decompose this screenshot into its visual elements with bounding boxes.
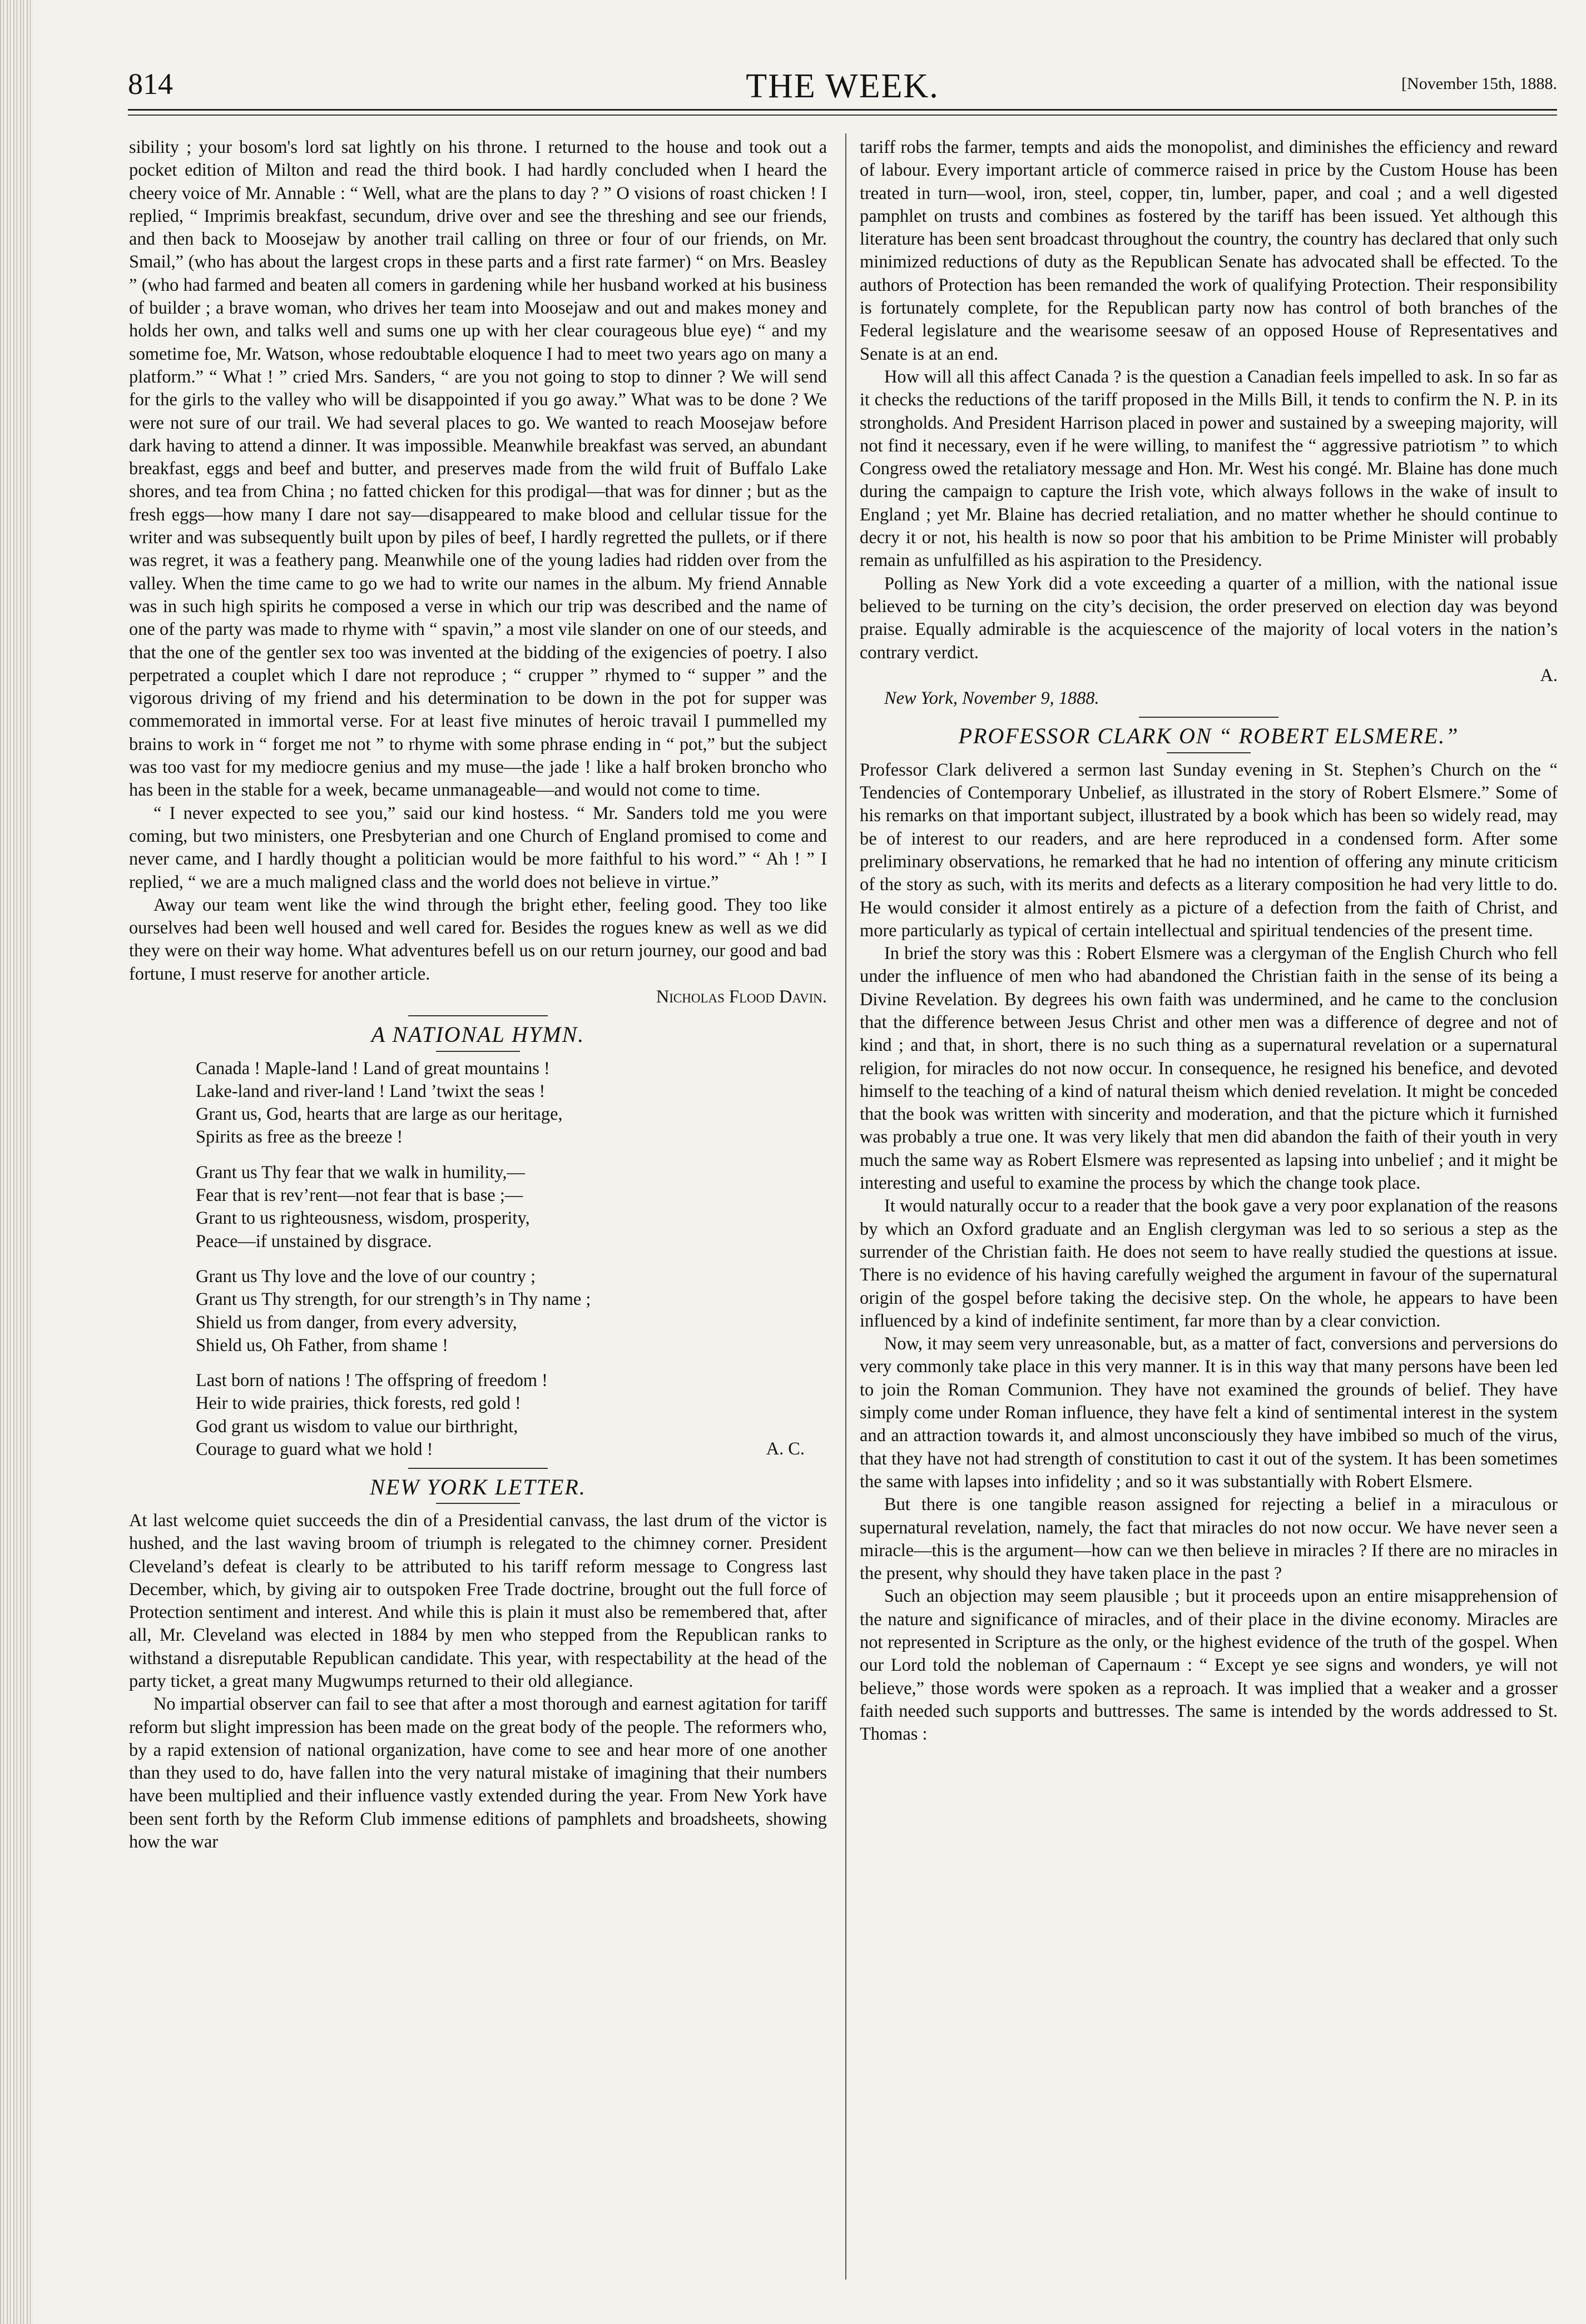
paragraph: But there is one tangible reason assigned for rejecting a belief in a miraculous or supernatural revelation, namely, the fact that miracles do not now occur. We have never seen a miracle—this is the argument—how can we then believe in miracles ? If there are no miracles in the present, why should they have taken place in the past ? [860, 1494, 1558, 1584]
poem-line: Grant us Thy strength, for our strength’s in Thy name ; [196, 1289, 591, 1310]
page-binding-edge [0, 0, 33, 2324]
header-rule-thin [128, 115, 1557, 116]
paragraph: Away our team went like the wind through the bright ether, feeling good. They too like ourselves had been well housed and well cared for. Besides the rogues knew as well as we did they were on their way home. What adventures befell us on our return journey, our good and bad fortune, I must reserve for another article. [129, 895, 827, 984]
right-column [860, 136, 1558, 1746]
paragraph: sibility ; your bosom's lord sat lightly on his throne. I returned to the house and took out a pocket edition of Milton and read the third book. I had hardly concluded when I heard the cheery voice of Mr. Annable : “ Well, what are the plans to day ? ” O visions of roast chicken ! I replied, “ Imprimis breakfast, secundum, drive over and see the threshing and see our friends, and then back to Moosejaw by another trail calling on three or four of our friends, on Mr. Smail,” (who has about the largest crops in these parts and a first rate farmer) “ on Mrs. Beasley ” (who had farmed and beaten all comers in gardening while her husband worked at his business of builder ; a brave woman, who drives her team into Moosejaw and out and makes money and holds her own, and talks well and sums one up with her clear courageous blue eye) “ and my sometime foe, Mr. Watson, whose redoubtable eloquence I had to meet two years ago on many a platform.” “ What ! ” cried Mrs. Sanders, “ are you not going to stop to dinner ? We will send for the girls to the valley who will be disappointed if you go away.” What was to be done ? We were not sure of our trail. We had several places to go. We wanted to reach Moosejaw before dark having to attend a dinner. It was impossible. Meanwhile breakfast was served, an abundant breakfast, eggs and beef and butter, and preserves made from the wild fruit of Buffalo Lake shores, and tea from China ; no fatted chicken for this prodigal—that was for dinner ; but as the fresh eggs—how many I dare not say—disappeared to make blood and cellular tissue for the writer and was subsequently built upon by piles of beef, I hardly regretted the pullets, or if there was regret, it was a feathery pang. Meanwhile one of the young ladies had ridden over from the valley. When the time came to go we had to write our names in the album. My friend Annable was in such high spirits he composed a verse in which our trip was described and the name of one of the party was made to rhyme with “ spavin,” a most vile slander on one of our steeds, and that the one of the gentler sex too was invented at the bidding of the exigencies of poetry. I also perpetrated a couplet which I dare not reproduce ; “ crupper ” rhymed to “ supper ” and the vigorous driving of my friend and his determination to be down in the pot for supper was commemorated in immortal verse. For at least five minutes of heroic travail I pummelled my brains to work in “ forget me not ” to rhyme with some phrase ending in “ pot,” but the subject was too vast for my mediocre genius and my muse—the jade ! like a half broken broncho who has been in the stable for a week, became unmanageable—and would not come to time. [129, 137, 827, 801]
poem-stanza [196, 1161, 827, 1253]
poem-line: Grant to us righteousness, wisdom, prosperity, [196, 1208, 530, 1229]
dateline: New York, November 9, 1888. [884, 688, 1099, 709]
paragraph: No impartial observer can fail to see that after a most thorough and earnest agitation for tariff reform but slight impression has been made on the great body of the people. The reformers who, by a rapid extension of national organization, have come to see and hear more of one another than they used to do, have fallen into the very natural mistake of imagining that their numbers have been multiplied and their influence vastly extended during the year. From New York have been sent forth by the Reform Club immense editions of pamphlets and broadsheets, showing how the war [129, 1694, 827, 1853]
poem-line: Lake-land and river-land ! Land ’twixt the seas ! [196, 1081, 546, 1101]
letter-signature: A. [1540, 665, 1558, 686]
paragraph: In brief the story was this : Robert Elsmere was a clergyman of the English Church who fell under the influence of men who had abandoned the Christian faith in the sense of its being a Divine Revelation. By degrees his own faith was undermined, and he came to the conclusion that the difference between Jesus Christ and other men was a difference of degree and not of kind ; and that, in short, there is no such thing as a supernatural revelation or a supernatural religion, for miracles do not now occur. In consequence, he resigned his benefice, and devoted himself to the teaching of a kind of natural theism which denied revelation. It might be conceded that the book was written with sincerity and moderation, and that the picture which it furnished was probably a true one. It was very likely that men did abandon the faith of their youth in very much the same way as Robert Elsmere was represented as lapsing into unbelief ; and it might be interesting and useful to examine the process by which the change took place. [860, 943, 1558, 1194]
poem-line: Fear that is rev’rent—not fear that is base ;— [196, 1185, 523, 1206]
poem-line: God grant us wisdom to value our birthright, [196, 1416, 518, 1437]
poem-line: Shield us, Oh Father, from shame ! [196, 1335, 448, 1355]
section-title-national-hymn: A NATIONAL HYMN. [129, 1023, 827, 1046]
page-header [128, 67, 1557, 106]
poem-line: Shield us from danger, from every adversity, [196, 1312, 517, 1333]
issue-date: [November 15th, 1888. [1401, 75, 1557, 93]
poem-line: Courage to guard what we hold ! [196, 1439, 433, 1460]
page-number: 814 [128, 67, 173, 101]
poem [196, 1057, 827, 1462]
paragraph: Now, it may seem very unreasonable, but, as a matter of fact, conversions and perversions do very commonly take place in this very manner. It is in this way that many persons have been led to join the Roman Communion. They have not examined the grounds of belief. They have simply come under Roman influence, they have felt a kind of sentimental interest in the system and an attraction towards it, and almost unconsciously they have imbibed so much of the virus, that they have not had strength of constitution to cast it out of the system. It has been sometimes the same with lapses into infidelity ; and so it was substantially with Robert Elsmere. [860, 1334, 1558, 1492]
paragraph: At last welcome quiet succeeds the din of a Presidential canvass, the last drum of the victor is hushed, and the last waving broom of triumph is relegated to the chimney corner. President Cleveland’s defeat is clearly to be attributed to his tariff reform message to Congress last December, which, by giving air to outspoken Free Trade doctrine, brought out the full force of Protection sentiment and interest. And while this is plain it must also be remembered that, after all, Mr. Cleveland was elected in 1884 by men who stepped from the Republican ranks to withstand a disreputable Republican candidate. This year, with respectability at the head of the party ticket, a great many Mugwumps returned to their old allegiance. [129, 1510, 827, 1691]
poem-line: Grant us Thy love and the love of our country ; [196, 1266, 536, 1287]
section-title-new-york-letter: NEW YORK LETTER. [129, 1476, 827, 1498]
header-rule [128, 109, 1557, 111]
paragraph: How will all this affect Canada ? is the question a Canadian feels impelled to ask. In so far as it checks the reductions of the tariff proposed in the Mills Bill, it tends to confirm the N. P. in its strongholds. And President Harrison placed in power and sustained by a sweeping majority, will not find it necessary, even if he were willing, to manifest the “ aggressive patriotism ” to which Congress owed the retaliatory message and Hon. Mr. West his congé. Mr. Blaine has done much during the campaign to capture the Irish vote, which always follows in the wake of insult to England ; yet Mr. Blaine has decried retaliation, and no matter whether he should continue to decry it or not, his health is now so poor that his ambition to be Prime Minister will probably remain as unfulfilled as his aspiration to the Presidency. [860, 366, 1558, 571]
column-divider [845, 133, 846, 2280]
poem-line: Peace—if unstained by disgrace. [196, 1231, 432, 1252]
poem-line: Grant us, God, hearts that are large as our heritage, [196, 1104, 563, 1125]
left-column [129, 136, 827, 1854]
section-title-professor-clark: PROFESSOR CLARK ON “ ROBERT ELSMERE.” [860, 724, 1558, 747]
poem-line: Last born of nations ! The offspring of freedom ! [196, 1370, 548, 1391]
poem-line: Canada ! Maple-land ! Land of great mountains ! [196, 1058, 550, 1079]
poem-line: Spirits as free as the breeze ! [196, 1127, 403, 1148]
paragraph: Such an objection may seem plausible ; but it proceeds upon an entire misapprehension of the nature and significance of miracles, and of their place in the divine economy. Miracles are not represented in Scripture as the only, or the highest evidence of the truth of the gospel. When our Lord told the nobleman of Capernaum : “ Except ye see signs and wonders, ye will not believe,” those words were spoken as a reproach. It was implied that a weaker and a grosser faith needed such supports and buttresses. The same is intended by the words addressed to St. Thomas : [860, 1586, 1558, 1745]
paragraph: It would naturally occur to a reader that the book gave a very poor explanation of the reasons by which an Oxford graduate and an English clergyman was led to so serious a step as the surrender of the Christian faith. He does not seem to have really studied the questions at issue. There is no evidence of his having carefully weighed the argument in favour of the supernatural origin of the gospel before taking the decisive step. On the whole, he appears to have been influenced by a kind of indefinite sentiment, far more than by a clear conviction. [860, 1196, 1558, 1331]
poem-line: Grant us Thy fear that we walk in humility,— [196, 1162, 525, 1183]
paragraph: tariff robs the farmer, tempts and aids the monopolist, and diminishes the efficiency and reward of labour. Every important article of commerce raised in price by the Custom House has been treated in turn—wool, iron, steel, copper, tin, lumber, paper, and coal ; and a well digested pamphlet on trusts and combines as fostered by the tariff has been issued. Yet although this literature has been sent broadcast throughout the country, the country has declared that only such minimized reductions of duty as the Republican Senate has advocated shall be effected. To the authors of Protection has been remanded the work of qualifying Protection. Their responsibility is fortunately complete, for the Republican party now has control of both branches of the Federal legislature and the wearisome seesaw of an opposed House of Representatives and Senate is at an end. [860, 137, 1558, 364]
paragraph: Professor Clark delivered a sermon last Sunday evening in St. Stephen’s Church on the “ Tendencies of Contemporary Unbelief, as illustrated in the story of Robert Elsmere.” Some of his remarks on that important subject, illustrated by a book which has been so widely read, may be of interest to our readers, and are here reproduced in a condensed form. After some preliminary observations, he remarked that he had no intention of offering any minute criticism of the story as such, with its merits and defects as a literary composition he had very little to do. He would consider it almost entirely as a picture of a defection from the faith of Christ, and more particularly as typical of certain intellectual and spiritual tendencies of the present time. [860, 759, 1558, 941]
poem-stanza [196, 1265, 827, 1357]
paragraph: “ I never expected to see you,” said our kind hostess. “ Mr. Sanders told me you were coming, but two ministers, one Presbyterian and one Church of England promised to come and never came, and I hardly thought a politician would be more faithful to his word.” “ Ah ! ” I replied, “ we are a much maligned class and the world does not believe in virtue.” [129, 803, 827, 892]
poem-line: Heir to wide prairies, thick forests, red gold ! [196, 1393, 521, 1414]
poem-stanza [196, 1057, 827, 1149]
paragraph: Polling as New York did a vote exceeding a quarter of a million, with the national issue believed to be turning on the city’s decision, the order preserved on election day was beyond praise. Equally admirable is the acquiescence of the majority of local voters in the nation’s contrary verdict. [860, 573, 1558, 663]
poem-signature: A. C. [766, 1439, 805, 1459]
masthead-title: THE WEEK. [746, 67, 939, 105]
author-signature: Nicholas Flood Davin. [656, 986, 827, 1007]
